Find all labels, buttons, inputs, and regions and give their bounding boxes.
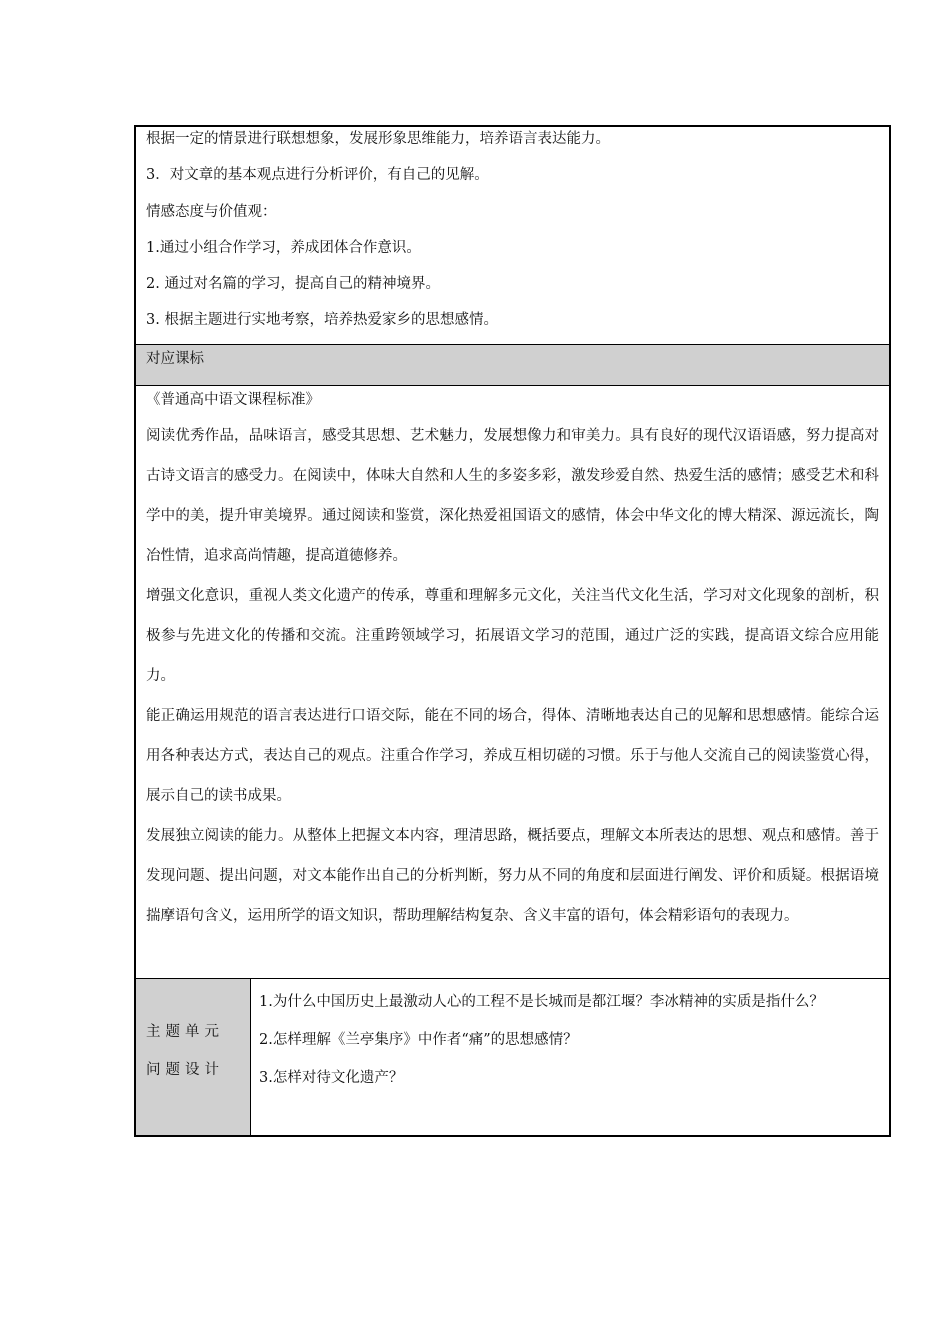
goal-line: 情感态度与价值观： bbox=[146, 203, 277, 220]
questions-section bbox=[136, 979, 889, 1135]
question-item: 1.为什么中国历史上最激动人心的工程不是长城而是都江堰？李冰精神的实质是指什么？ bbox=[259, 994, 824, 1010]
standards-title: 《普通高中语文课程标准》 bbox=[146, 392, 320, 408]
standards-paragraph: 增强文化意识，重视人类文化遗产的传承，尊重和理解多元文化，关注当代文化生活，学习对文化现象的剖析，积极参与先进文化的传播和交流。注重跨领域学习，拓展语文学习的范围，通过广泛的实践，提高语文综合应用能力。 bbox=[146, 588, 879, 684]
questions-list bbox=[251, 979, 889, 1135]
standards-section bbox=[136, 386, 889, 979]
standards-paragraph: 阅读优秀作品，品味语言，感受其思想、艺术魅力，发展想像力和审美力。具有良好的现代汉语语感，努力提高对古诗文语言的感受力。在阅读中，体味大自然和人生的多姿多彩，激发珍爱自然、热爱生活的感情；感受艺术和科学中的美，提升审美境界。通过阅读和鉴赏，深化热爱祖国语文的感情，体会中华文化的博大精深、源远流长，陶冶性情，追求高尚情趣，提高道德修养。 bbox=[146, 428, 879, 564]
unit-design-table bbox=[134, 125, 891, 1137]
questions-label: 主题单元问题设计 bbox=[136, 979, 251, 1135]
goal-line: 3. 根据主题进行实地考察，培养热爱家乡的思想感情。 bbox=[146, 312, 498, 329]
question-item: 3.怎样对待文化遗产？ bbox=[259, 1070, 404, 1086]
standards-header-label: 对应课标 bbox=[146, 351, 204, 367]
goal-line: 根据一定的情景进行联想想象，发展形象思维能力，培养语言表达能力。 bbox=[146, 131, 610, 147]
goal-line: 3．对文章的基本观点进行分析评价，有自己的见解。 bbox=[146, 167, 489, 184]
goal-line: 2. 通过对名篇的学习，提高自己的精神境界。 bbox=[146, 276, 440, 293]
standards-paragraph: 能正确运用规范的语言表达进行口语交际，能在不同的场合，得体、清晰地表达自己的见解和思想感情。能综合运用各种表达方式，表达自己的观点。注重合作学习，养成互相切磋的习惯。乐于与他人交流自己的阅读鉴赏心得，展示自己的读书成果。 bbox=[146, 708, 879, 804]
goal-line: 1.通过小组合作学习，养成团体合作意识。 bbox=[146, 239, 421, 256]
question-item: 2.怎样理解《兰亭集序》中作者“痛”的思想感情？ bbox=[259, 1032, 578, 1048]
learning-goals-section bbox=[136, 127, 889, 345]
standards-paragraph: 发展独立阅读的能力。从整体上把握文本内容，理清思路，概括要点，理解文本所表达的思想、观点和感情。善于发现问题、提出问题，对文本能作出自己的分析判断，努力从不同的角度和层面进行阐发、评价和质疑。根据语境揣摩语句含义，运用所学的语文知识，帮助理解结构复杂、含义丰富的语句，体会精彩语句的表现力。 bbox=[146, 828, 879, 924]
standards-header bbox=[136, 345, 889, 386]
